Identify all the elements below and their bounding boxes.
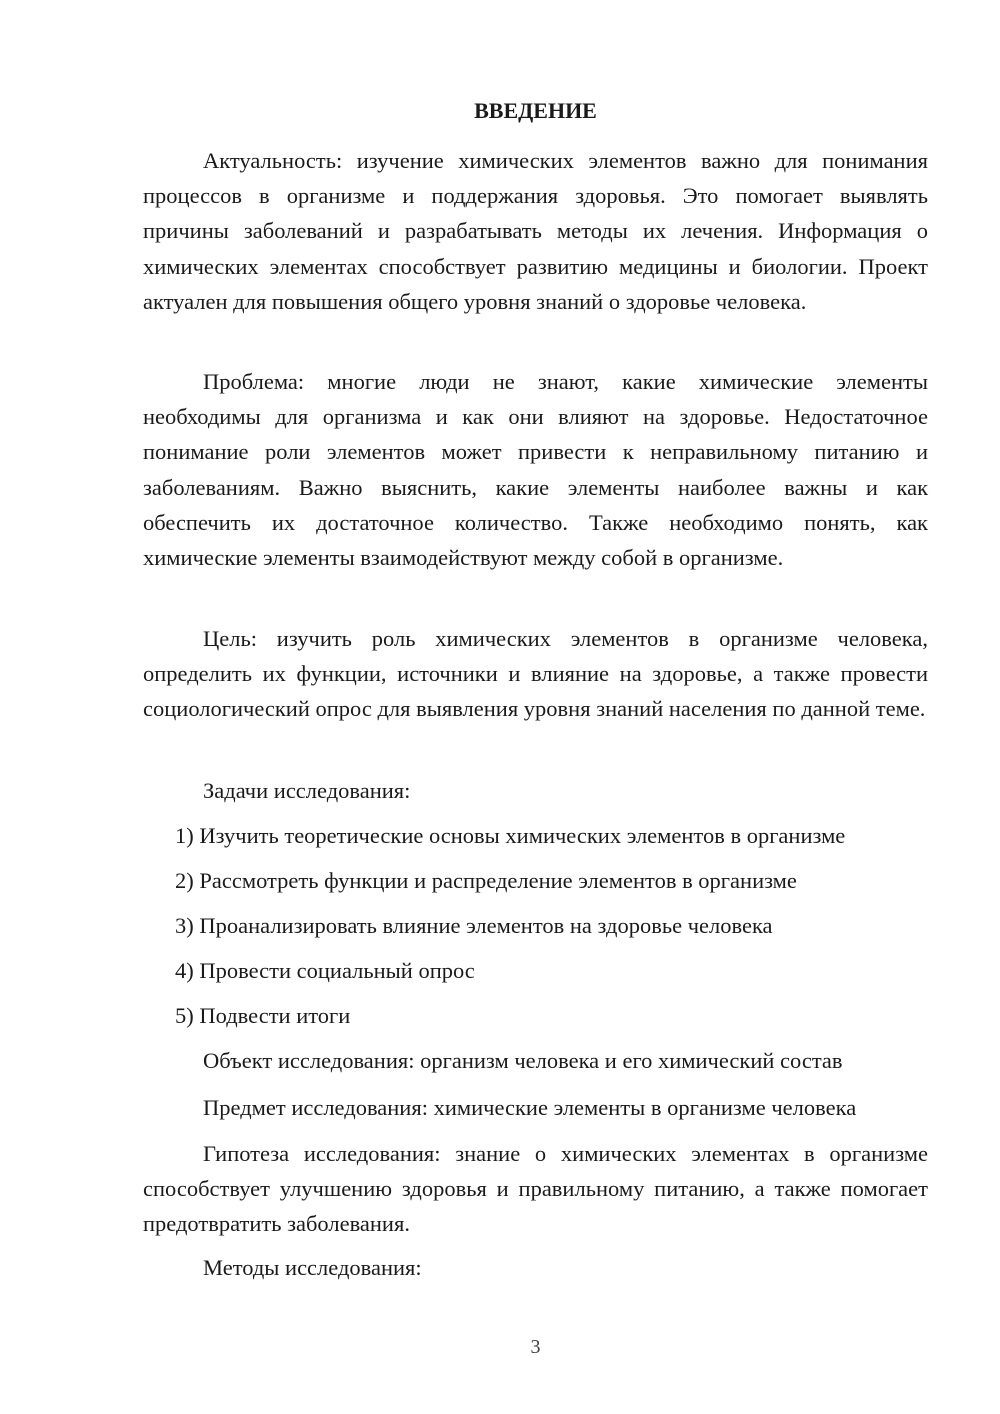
research-subject: Предмет исследования: химические элементы в организме человека	[203, 1095, 857, 1120]
relevance-paragraph: Актуальность: изучение химических элементов важно для понимания процессов в организме и поддержания здоровья. Это помогает выявлять причины заболеваний и разрабатывать методы их лечения. Информация о химических элементах способствует развитию медицины и биологии. Проект актуален для повышения общего уровня знаний о здоровье человека.	[143, 148, 928, 314]
problem-paragraph: Проблема: многие люди не знают, какие химические элементы необходимы для организма и как они влияют на здоровье. Недостаточное понимание роли элементов может привести к неправильному питанию и заболеваниям. Важно выяснить, какие элементы наиболее важны и как обеспечить их достаточное количество. Также необходимо понять, как химические элементы взаимодействуют между собой в организме.	[143, 369, 928, 571]
tasks-heading: Задачи исследования:	[203, 778, 411, 803]
research-object: Объект исследования: организм человека и его химический состав	[203, 1048, 843, 1073]
goal-paragraph: Цель: изучить роль химических элементов в организме человека, определить их функции, источники и влияние на здоровье, а также провести социологический опрос для выявления уровня знаний населения по данной теме.	[143, 626, 928, 722]
page-number: 3	[530, 1336, 541, 1358]
task-item: 2) Рассмотреть функции и распределение элементов в организме	[175, 868, 797, 893]
task-item: 4) Провести социальный опрос	[175, 958, 475, 983]
methods-heading: Методы исследования:	[203, 1255, 422, 1280]
task-item: 5) Подвести итоги	[175, 1003, 351, 1028]
task-item: 3) Проанализировать влияние элементов на здоровье человека	[175, 913, 773, 938]
page-title: ВВЕДЕНИЕ	[474, 98, 597, 123]
hypothesis-paragraph: Гипотеза исследования: знание о химических элементах в организме способствует улучшению здоровья и правильному питанию, а также помогает предотвратить заболевания.	[143, 1141, 928, 1237]
task-item: 1) Изучить теоретические основы химических элементов в организме	[175, 823, 846, 848]
